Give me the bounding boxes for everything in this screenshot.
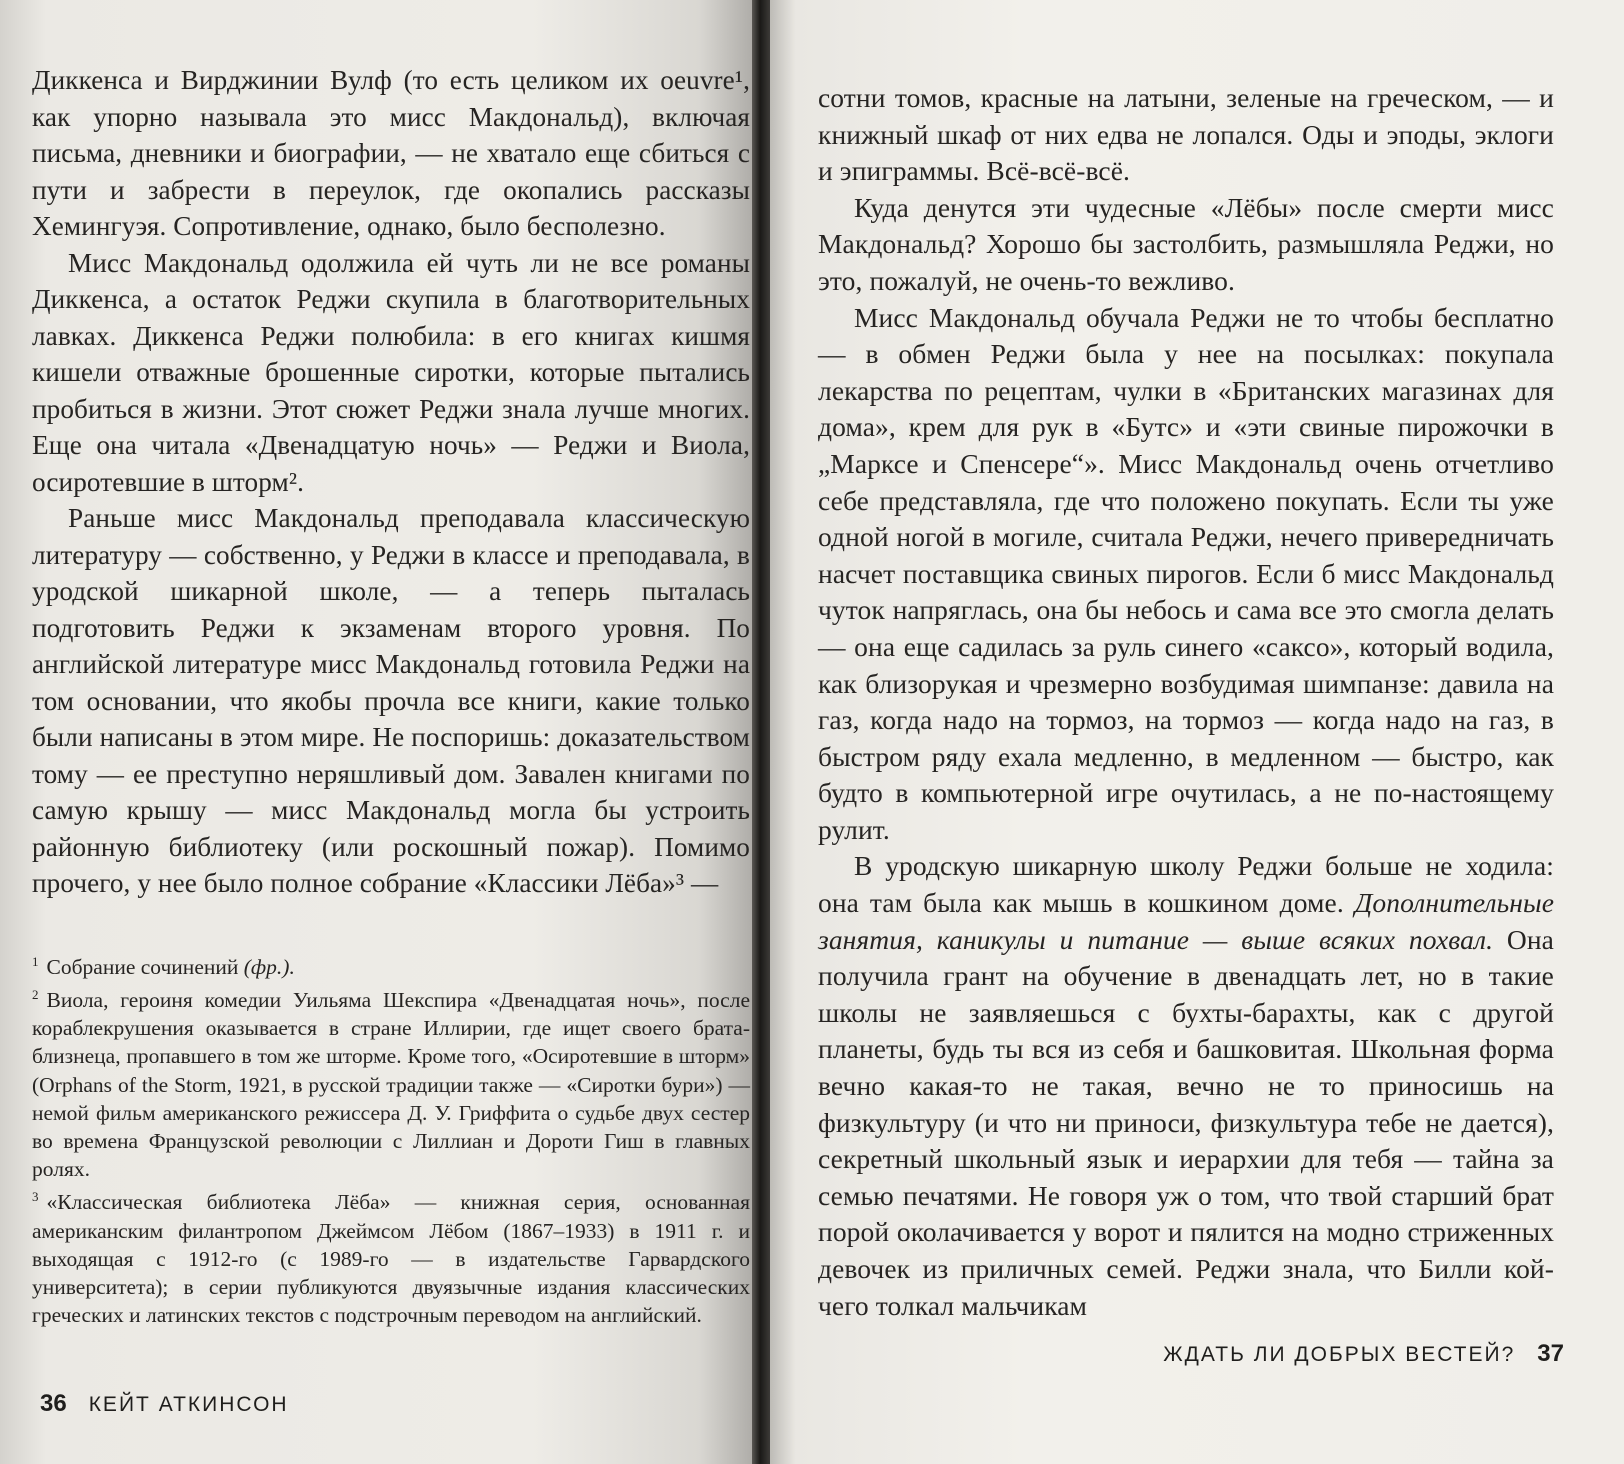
footnote-2	[32, 981, 750, 1184]
right-paragraph-4-end: Она получила грант на обучение в двенадцать лет, но в такие школы не заявляешься с бухты-барахты, как с другой планеты, будь ты вся из себя и башковитая. Школьная форма вечно какая-то не такая, вечно не то приносишь на физкультуру (и что ни приноси, физкультура тебе не дается), секретный школьный язык и иерархии для тебя — тайна за семью печатями. Не говоря уж о том, что твой старший брат порой околачивается у ворот и пялится на модно стриженных девочек из приличных семей. Реджи знала, что Билли кой-чего толкал мальчикам	[818, 923, 1554, 1321]
left-paragraph-3: Раньше мисс Макдональд преподавала классическую литературу — собственно, у Реджи в классе и преподавала, в уродской шикарной школе, — а теперь пыталась подготовить Реджи к экзаменам второго уровня. По английской литературе мисс Макдональд готовила Реджи на том основании, что якобы прочла все книги, какие только были написаны в этом мире. Не поспоришь: доказательством тому — ее преступно неряшливый дом. Завален книгами по самую крышу — мисс Макдональд могла бы устроить районную библиотеку (или роскошный пожар). Помимо прочего, у нее было полное собрание «Классики Лёба»³ —	[32, 503, 750, 898]
footnotes	[32, 948, 750, 1330]
left-page-body	[32, 62, 750, 902]
right-page	[770, 0, 1624, 1464]
right-page-body	[818, 80, 1554, 1324]
left-page	[0, 0, 760, 1464]
left-running-head-text: КЕЙТ АТКИНСОН	[88, 1393, 289, 1416]
right-running-head	[1163, 1340, 1564, 1368]
footnote-1-number: 1	[32, 953, 39, 969]
footnote-1-text: Собрание сочинений	[46, 954, 239, 979]
right-paragraph-4	[818, 848, 1554, 1324]
right-paragraph-4-start: В уродскую шикарную школу Реджи больше не ходила: она там была как мышь в кошкином доме.	[818, 850, 1554, 919]
right-paragraph-4-italic: Дополнительные занятия, каникулы и питание — выше всяких похвал.	[818, 887, 1555, 955]
right-page-number: 37	[1537, 1340, 1564, 1367]
footnote-3	[32, 1183, 750, 1329]
left-paragraph-2: Мисс Макдональд одолжила ей чуть ли не все романы Диккенса, а остаток Реджи скупила в благотворительных лавках. Диккенса Реджи полюбила: в его книгах кишмя кишели отважные брошенные сиротки, которые пытались пробиться в жизни. Этот сюжет Реджи знала лучше многих. Еще она читала «Двенадцатую ночь» — Реджи и Виола, осиротевшие в шторм².	[32, 247, 750, 497]
right-paragraph-3: Мисс Макдональд обучала Реджи не то чтобы бесплатно — в обмен Реджи была у нее на посылках: покупала лекарства по рецептам, чулки в «Британских магазинах для дома», крем для рук в «Бутс» и «эти свиные пирожочки в „Марксе и Спенсере“». Мисс Макдональд очень отчетливо себе представляла, где что положено покупать. Если ты уже одной ногой в могиле, считала Реджи, нечего привередничать насчет поставщика свиных пирогов. Если б мисс Макдональд чуток напряглась, она бы небось и сама все это смогла делать — она еще садилась за руль синего «саксо», который водила, как близорукая и чрезмерно возбудимая шимпанзе: давила на газ, когда надо на тормоз, на тормоз — когда надо на газ, в быстром ряду ехала медленно, в медленном — быстро, как будто в компьютерной игре очутилась, а не по-настоящему рулит.	[818, 301, 1554, 845]
footnote-3-text: «Классическая библиотека Лёба» — книжная серия, основанная американским филантропом Джеймсом Лёбом (1867–1933) в 1911 г. и выходящая с 1912-го (с 1989-го — в издательстве Гарвардского университета); в серии публикуются двуязычные издания классических греческих и латинских текстов с подстрочным переводом на английский.	[32, 1190, 750, 1328]
footnote-2-number: 2	[32, 986, 39, 1002]
left-page-number: 36	[40, 1390, 67, 1417]
footnote-2-text: Виола, героиня комедии Уильяма Шекспира «Двенадцатая ночь», после кораблекрушения оказывается в стране Иллирии, где ищет своего брата-близнеца, пропавшего в том же шторме. Кроме того, «Осиротевшие в шторм» (Orphans of the Storm, 1921, в русской традиции также — «Сиротки бури») — немой фильм американского режиссера Д. У. Гриффита о судьбе двух сестер во времена Французской революции с Лиллиан и Дороти Гиш в главных ролях.	[32, 988, 750, 1182]
footnote-1	[32, 948, 750, 981]
footnote-3-number: 3	[32, 1189, 39, 1205]
left-paragraph-1: Диккенса и Вирджинии Вулф (то есть целиком их oeuvre¹, как упорно называла это мисс Макдональд), включая письма, дневники и биографии, — не хватало еще сбиться с пути и забрести в переулок, где окопались рассказы Хемингуэя. Сопротивление, однако, было бесполезно.	[32, 65, 750, 241]
footnote-1-suffix: (фр.).	[238, 954, 295, 979]
right-paragraph-2: Куда денутся эти чудесные «Лёбы» после смерти мисс Макдональд? Хорошо бы застолбить, размышляла Реджи, но это, пожалуй, не очень-то вежливо.	[818, 191, 1554, 296]
book-gutter	[752, 0, 770, 1464]
right-running-head-text: ЖДАТЬ ЛИ ДОБРЫХ ВЕСТЕЙ?	[1163, 1343, 1516, 1366]
right-paragraph-1: сотни томов, красные на латыни, зеленые на греческом, — и книжный шкаф от них едва не лопался. Оды и эподы, эклоги и эпиграммы. Всё-всё-всё.	[818, 82, 1554, 187]
left-running-head	[40, 1390, 289, 1418]
